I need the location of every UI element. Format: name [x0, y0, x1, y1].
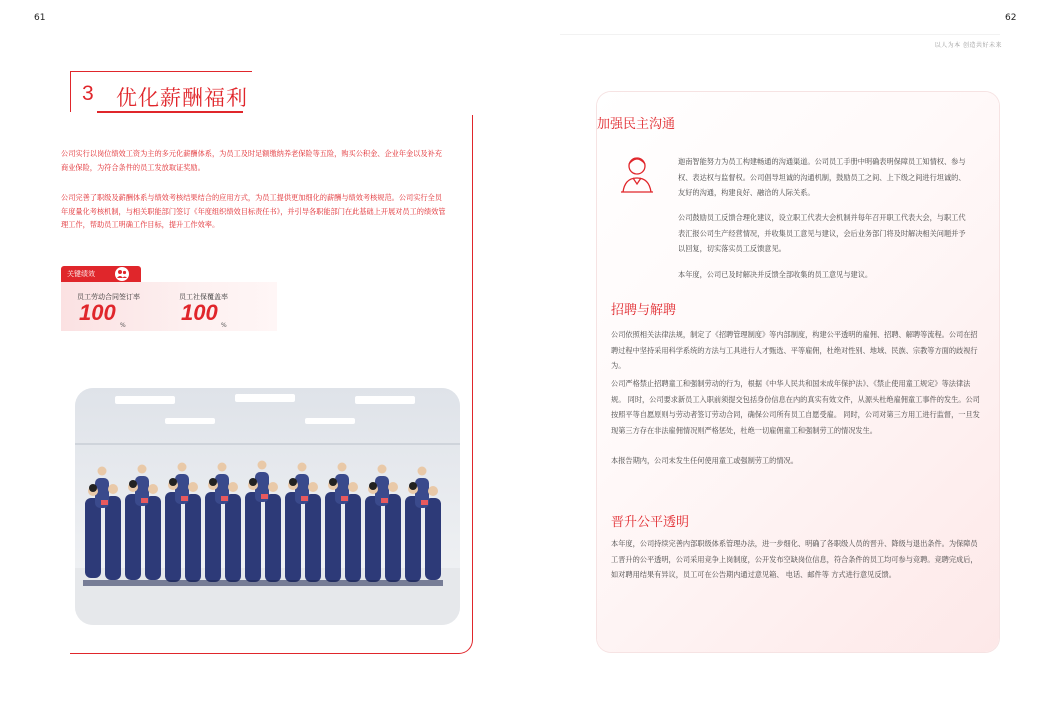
person-icon: [617, 154, 657, 196]
header-rule: [560, 34, 1000, 35]
democracy-heading: 加强民主沟通: [597, 117, 676, 132]
section-title: 优化薪酬福利: [116, 86, 248, 110]
section-header-mask: [252, 70, 473, 115]
page-tagline: 以人为本 创造共好未来: [934, 42, 1002, 49]
recruit-heading: 招聘与解聘: [611, 303, 677, 318]
section-paragraph-1: 公司实行以岗位绩效工资为主的多元化薪酬体系，为员工及时足额缴纳养老保险等五险，购买公积金、企业年金以及补充商业保险，为符合条件的员工发放取证奖励。: [61, 149, 442, 172]
democracy-paragraph-3: 本年度，公司已及时解决并反馈全部收集的员工意见与建议。: [678, 270, 873, 279]
recruit-paragraph-2: 公司严格禁止招聘童工和强制劳动的行为，根据《中华人民共和国未成年保护法》、《禁止使用童工规定》等法律法规。 同时，公司要求新员工入职前须提交包括身份信息在内的真实有效文件，从源头杜绝雇佣童工事件的发生。公司按照平等自愿原则与劳动者签订劳动合同，确保公司所有员工自愿受雇。 同时，公司对第三方用工进行监督，一旦发现第三方存在非法雇佣情况则严格惩处，杜绝一切雇佣童工和强制劳工的情况发生。: [611, 379, 980, 435]
kpi-unit-contract: %: [120, 322, 126, 329]
promotion-paragraph-1: 本年度，公司持续完善内部职级体系管理办法，进一步细化、明确了各职级人员的晋升、降级与退出条件。为保障员工晋升的公平透明，公司采用竞争上岗制度，公开发布空缺岗位信息，符合条件的员工均可参与竞聘。竞聘完成后，如对聘用结果有异议，员工可在公告期内通过意见箱、 电话、邮件等 方式进行意见反馈。: [611, 539, 978, 579]
page-number-left: 61: [34, 13, 46, 23]
section-number: 3: [82, 82, 94, 105]
democracy-paragraph-1: 迦南智能努力为员工构建畅通的沟通渠道。公司员工手册中明确表明保障员工知情权、参与权、表达权与监督权。公司倡导坦诚的沟通机制，鼓励员工之间、上下级之间进行坦诚的、友好的沟通，构建良好、融洽的人际关系。: [678, 157, 966, 197]
section-paragraph-2: 公司完善了职级及薪酬体系与绩效考核结果结合的应用方式，为员工提供更加细化的薪酬与绩效考核规范。公司实行全员年度量化考核机制，与相关职能部门签订《年度组织绩效目标责任书》，并引导各职能部门在此基础上开展对员工的绩效管理工作，帮助员工明确工作目标，提升工作效率。: [61, 193, 446, 229]
recruit-paragraph-1: 公司依照相关法律法规，制定了《招聘管理制度》等内部制度，构建公平透明的雇佣、招聘、解聘等流程。公司在招聘过程中坚持采用科学系统的方法与工具进行人才甄选、平等雇佣，杜绝对性别、地域、民族、宗教等方面的歧视行为。: [611, 330, 978, 370]
kpi-unit-social: %: [221, 322, 227, 329]
kpi-label-social: 员工社保覆盖率: [179, 293, 228, 301]
staff-group-photo: [75, 388, 460, 625]
recruit-paragraph-3: 本报告期内，公司未发生任何使用童工或强制劳工的情况。: [611, 456, 798, 465]
page-number-right: 62: [1005, 13, 1017, 23]
kpi-value-contract: 100: [79, 300, 116, 325]
kpi-label-contract: 员工劳动合同签订率: [77, 293, 140, 301]
section-title-underline: [97, 111, 243, 113]
kpi-tab: 关键绩效: [61, 266, 141, 282]
kpi-value-social: 100: [181, 300, 218, 325]
promotion-heading: 晋升公平透明: [611, 515, 690, 530]
democracy-paragraph-2: 公司鼓励员工反馈合理化建议，设立职工代表大会机制并每年召开职工代表大会，与职工代表汇报公司生产经营情况，并收集员工意见与建议，会后业务部门将及时解决相关问题并予以回复，切实落实员工反馈意见。: [678, 213, 966, 253]
people-icon: [114, 266, 130, 282]
